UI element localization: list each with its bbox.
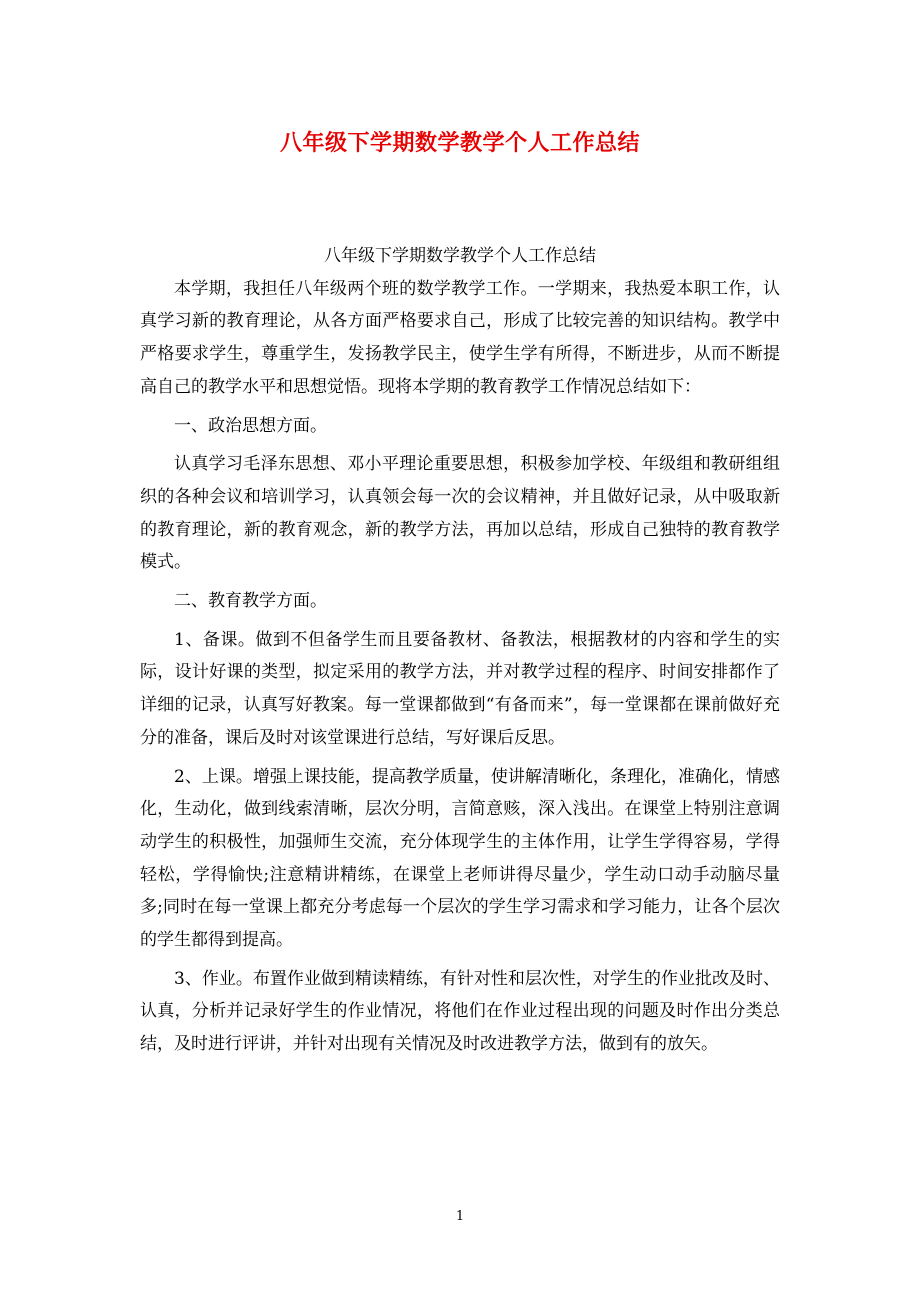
- paragraph-homework: 3、作业。布置作业做到精读精练，有针对性和层次性，对学生的作业批改及时、认真，分析并记录好学生的作业情况，将他们在作业过程出现的问题及时作出分类总结，及时进行评讲，并针对出现有关情况及时改进教学方法，做到有的放矢。: [140, 968, 780, 1055]
- section-heading-teaching: 二、教育教学方面。: [174, 591, 327, 612]
- paragraph-political: 认真学习毛泽东思想、邓小平理论重要思想，积极参加学校、年级组和教研组组织的各种会议和培训学习，认真领会每一次的会议精神，并且做好记录，从中吸取新的教育理论，新的教育观念，新的教学方法，再加以总结，形成自己独特的教育教学模式。: [140, 454, 780, 573]
- page-number: 1: [455, 1209, 465, 1224]
- paragraph-intro: 本学期，我担任八年级两个班的数学教学工作。一学期来，我热爱本职工作，认真学习新的教育理论，从各方面严格要求自己，形成了比较完善的知识结构。教学中严格要求学生，尊重学生，发扬教学民主，使学生学有所得，不断进步，从而不断提高自己的教学水平和思想觉悟。现将本学期的教育教学工作情况总结如下：: [140, 278, 780, 397]
- document-subtitle: 八年级下学期数学教学个人工作总结: [324, 246, 596, 266]
- document-body: [140, 240, 780, 1067]
- paragraph-class-teaching: 2、上课。增强上课技能，提高教学质量，使讲解清晰化，条理化，准确化，情感化，生动化，做到线索清晰，层次分明，言简意赅，深入浅出。在课堂上特别注意调动学生的积极性，加强师生交流，充分体现学生的主体作用，让学生学得容易，学得轻松，学得愉快;注意精讲精练，在课堂上老师讲得尽量少，学生动口动手动脑尽量多;同时在每一堂课上都充分考虑每一个层次的学生学习需求和学习能力，让各个层次的学生都得到提高。: [140, 766, 780, 951]
- paragraph-lesson-prep: 1、备课。做到不但备学生而且要备教材、备教法，根据教材的内容和学生的实际，设计好课的类型，拟定采用的教学方法，并对教学过程的程序、时间安排都作了详细的记录，认真写好教案。每一堂课都做到“有备而来”，每一堂课都在课前做好充分的准备，课后及时对该堂课进行总结，写好课后反思。: [140, 629, 780, 748]
- section-heading-political: 一、政治思想方面。: [174, 415, 327, 436]
- document-title: 八年级下学期数学教学个人工作总结: [279, 130, 640, 156]
